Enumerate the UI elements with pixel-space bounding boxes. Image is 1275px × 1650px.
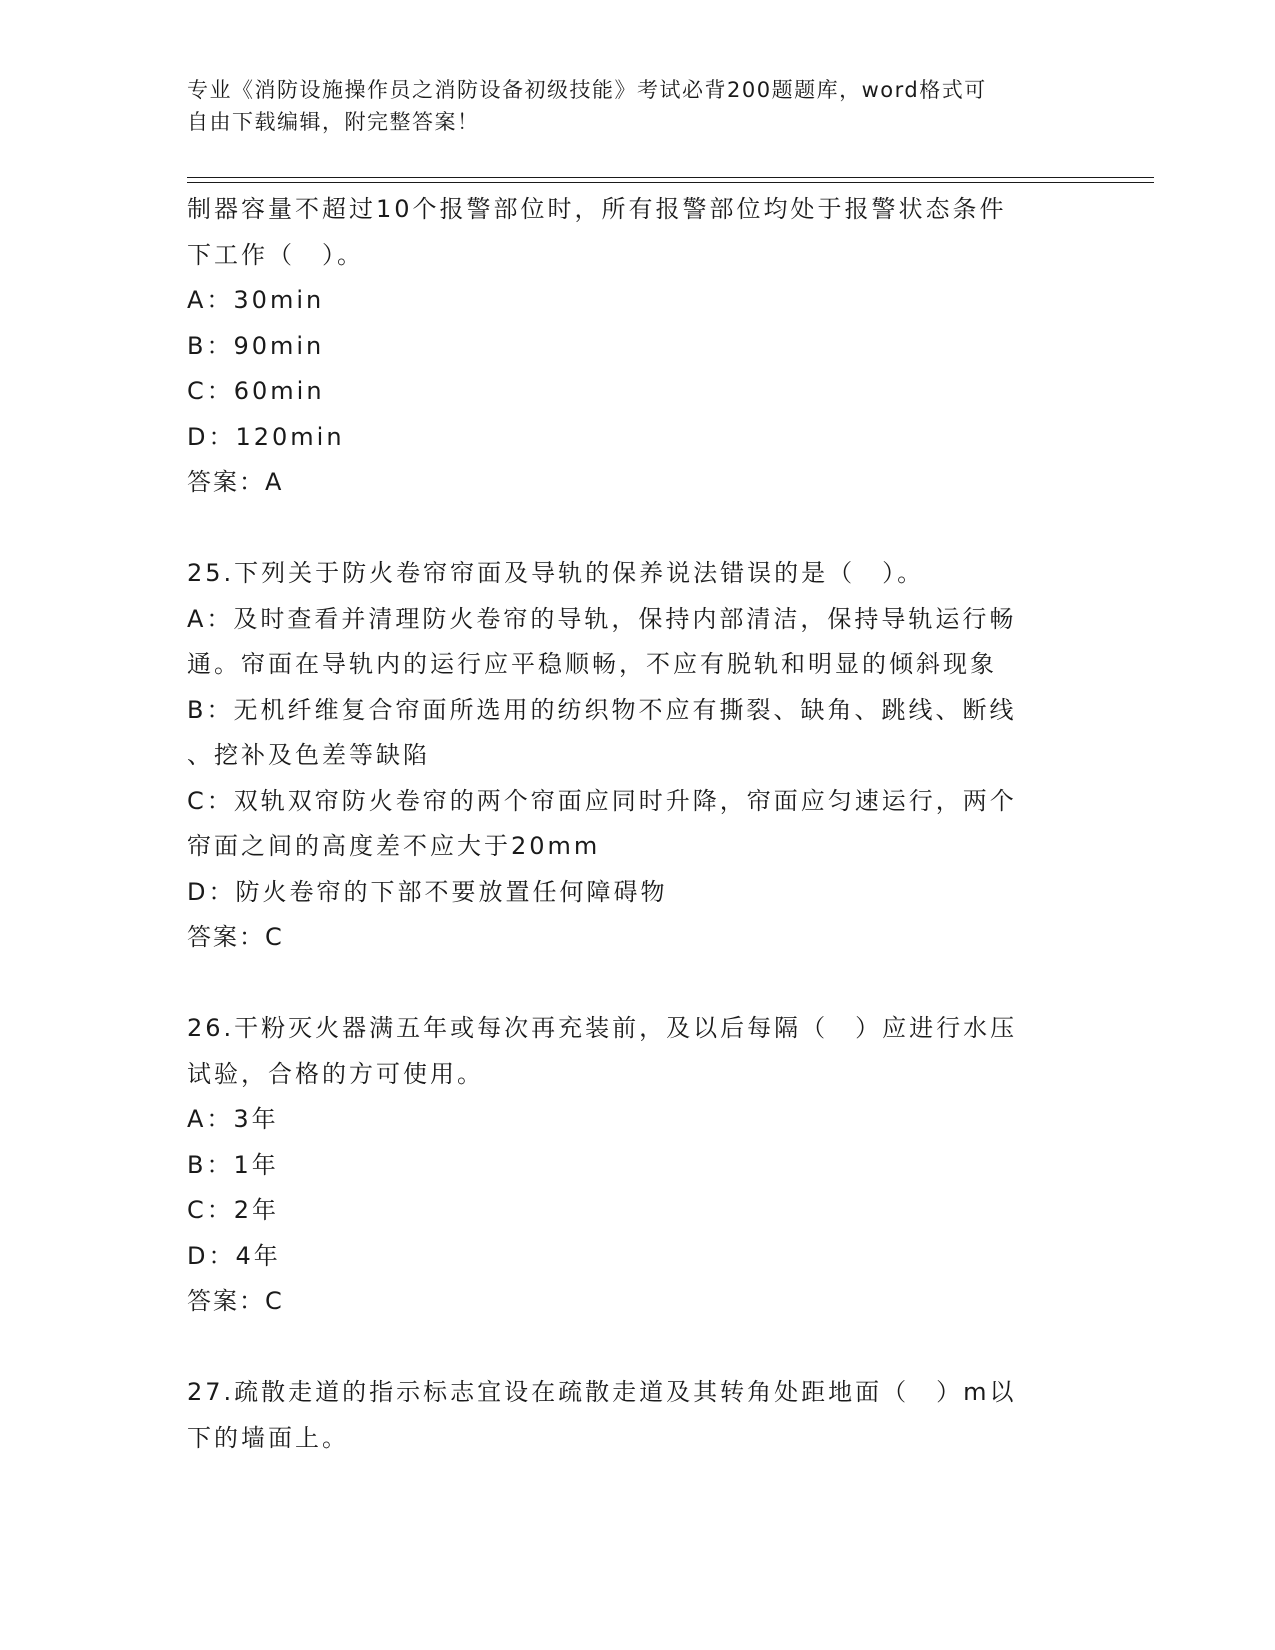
- option-a: A：及时查看并清理防火卷帘的导轨，保持内部清洁，保持导轨运行畅: [187, 604, 1017, 633]
- header-title-line-1: 专业《消防设施操作员之消防设备初级技能》考试必背200题题库，word格式可: [187, 78, 987, 102]
- option-d: D：120min: [187, 422, 345, 451]
- page-header: [187, 74, 1087, 138]
- question-27: [187, 1370, 1087, 1461]
- question-stem: 27.疏散走道的指示标志宜设在疏散走道及其转角处距地面（ ）m以: [187, 1378, 1017, 1406]
- option-d: D：4年: [187, 1241, 281, 1270]
- question-stem: 制器容量不超过10个报警部位时，所有报警部位均处于报警状态条件: [187, 195, 1007, 223]
- option-b: B：1年: [187, 1150, 279, 1179]
- question-stem: 25.下列关于防火卷帘帘面及导轨的保养说法错误的是（ ）。: [187, 559, 925, 587]
- option-b-continued: 、挖补及色差等缺陷: [187, 741, 430, 769]
- answer: 答案：A: [187, 468, 284, 496]
- question-stem: 试验，合格的方可使用。: [187, 1059, 484, 1088]
- question-24: [187, 187, 1087, 506]
- answer: 答案：C: [187, 923, 284, 951]
- question-stem: 下的墙面上。: [187, 1423, 349, 1452]
- option-c: C：双轨双帘防火卷帘的两个帘面应同时升降，帘面应匀速运行，两个: [187, 786, 1017, 815]
- option-a: A：3年: [187, 1105, 279, 1133]
- spacer: [187, 961, 1087, 1007]
- header-divider: [187, 177, 1154, 183]
- option-a: A：30min: [187, 286, 325, 314]
- question-26: [187, 1006, 1087, 1325]
- spacer: [187, 506, 1087, 552]
- option-c-continued: 帘面之间的高度差不应大于20mm: [187, 832, 601, 860]
- option-b: B：90min: [187, 331, 325, 360]
- header-title-line-2: 自由下载编辑，附完整答案！: [187, 110, 480, 134]
- option-c: C：2年: [187, 1196, 280, 1224]
- option-c: C：60min: [187, 377, 325, 405]
- document-body: [187, 187, 1087, 1461]
- option-b: B：无机纤维复合帘面所选用的纺织物不应有撕裂、缺角、跳线、断线: [187, 695, 1017, 724]
- question-stem: 26.干粉灭火器满五年或每次再充装前，及以后每隔（ ）应进行水压: [187, 1014, 1018, 1042]
- question-25: [187, 551, 1087, 961]
- question-stem: 下工作（ ）。: [187, 240, 364, 269]
- option-a-continued: 通。帘面在导轨内的运行应平稳顺畅，不应有脱轨和明显的倾斜现象: [187, 650, 997, 678]
- answer: 答案：C: [187, 1287, 284, 1315]
- spacer: [187, 1325, 1087, 1371]
- option-d: D：防火卷帘的下部不要放置任何障碍物: [187, 877, 668, 906]
